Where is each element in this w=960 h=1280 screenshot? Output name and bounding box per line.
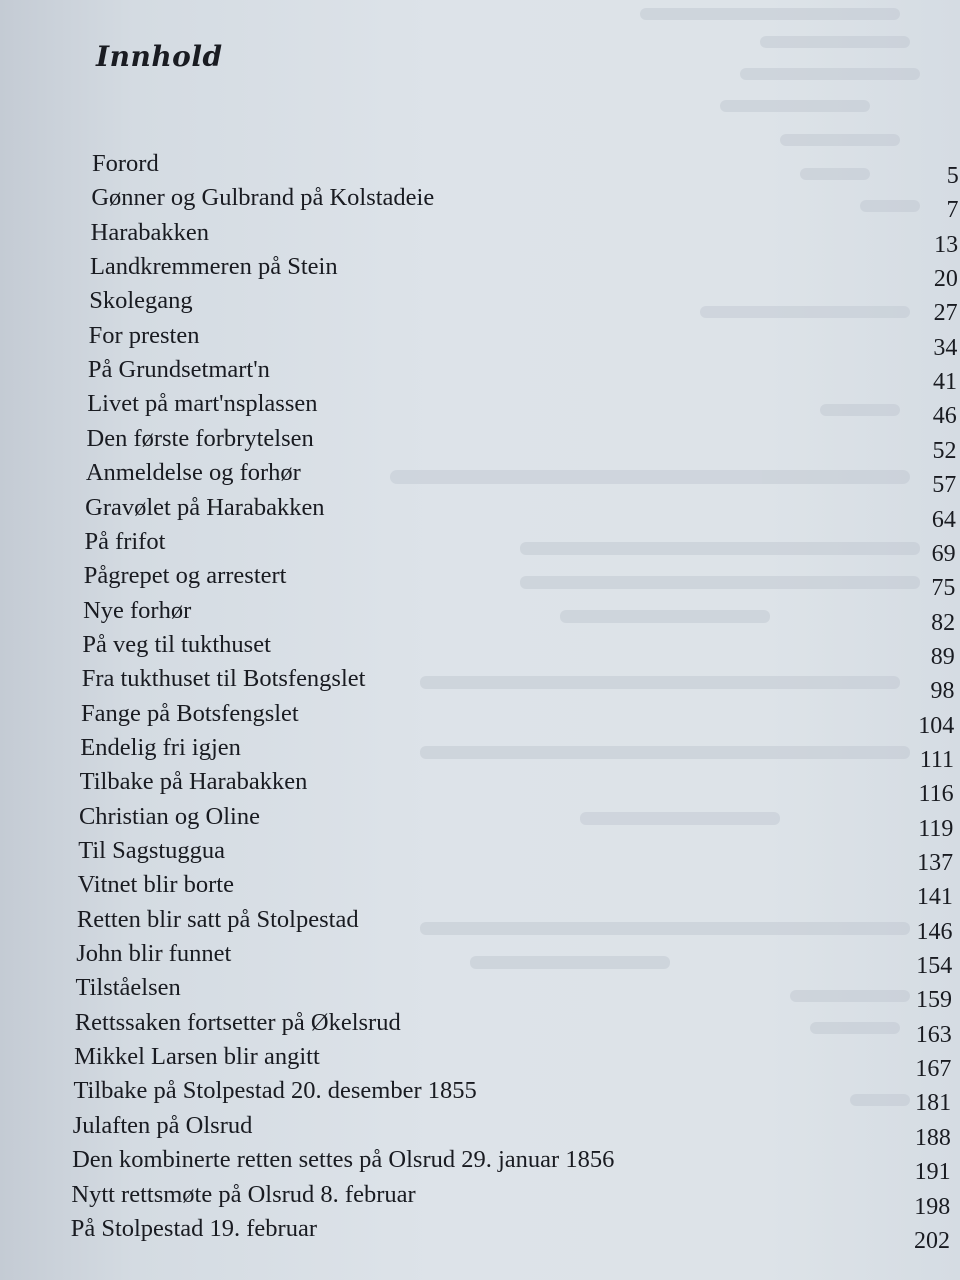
toc-entry-page-number: 116 [918,781,954,808]
toc-entry-title: Fra tukthuset til Botsfengslet [81,665,366,693]
toc-entry-title: Forord [92,150,159,177]
toc-entry-page-number: 188 [914,1124,951,1151]
toc-entry-title: Endelig fri igjen [80,733,241,761]
toc-entry-title: Mikkel Larsen blir angitt [74,1043,320,1071]
toc-entry-page-number: 13 [934,231,959,258]
toc-entry-title: På Stolpestad 19. februar [70,1214,317,1242]
toc-entry-page-number: 98 [930,678,955,705]
toc-entry-page-number: 159 [915,987,952,1014]
toc-entry-page-number: 181 [915,1090,952,1117]
toc-entry-title: Gravølet på Harabakken [85,493,325,521]
toc-entry-title: Nye forhør [83,596,192,624]
toc-entry-page-number: 41 [933,369,958,396]
toc-entry-page-number: 141 [916,884,953,911]
toc-entry-title: Tilbake på Harabakken [79,768,308,796]
toc-entry-page-number: 46 [932,403,957,430]
toc-entry-title: Gønner og Gulbrand på Kolstadeie [91,184,435,212]
toc-entry-page-number: 198 [914,1193,951,1220]
toc-entry-page-number: 104 [918,712,955,739]
toc-entry-page-number: 82 [931,609,956,636]
toc-entry-title: John blir funnet [76,940,232,968]
toc-entry-page-number: 154 [916,953,953,980]
toc-entry-page-number: 75 [931,575,956,602]
toc-entry-title: Tilbake på Stolpestad 20. desember 1855 [73,1077,477,1105]
toc-entry-page-number: 89 [930,643,955,670]
toc-entry-page-number: 57 [932,472,957,499]
toc-entry-page-number: 5 [946,163,959,189]
toc-entry-page-number: 52 [932,437,957,464]
toc-entry-title: Tilståelsen [75,974,181,1002]
toc-entry-title: Til Sagstuggua [78,837,226,864]
toc-entry-title: Julaften på Olsrud [72,1111,253,1139]
toc-entry-page-number: 202 [914,1227,950,1254]
toc-entry-page-number: 64 [931,506,956,533]
toc-entry-page-number: 146 [916,918,953,945]
toc-entry-title: Fange på Botsfengslet [81,699,299,727]
toc-entry-title: Pågrepet og arrestert [83,562,287,590]
toc-entry-title: Livet på mart'nsplassen [87,390,318,418]
toc-entry-page-number: 20 [933,266,958,293]
toc-entry-title: Harabakken [90,218,209,246]
toc-entry-title: På Grundsetmart'n [87,356,270,384]
toc-entry-page-number: 7 [946,197,959,224]
toc-entry-title: Vitnet blir borte [77,871,234,899]
toc-entry-page-number: 119 [918,815,954,842]
toc-entry-page-number: 163 [915,1021,952,1048]
toc-entry-page-number: 111 [919,746,954,773]
toc-entry-title: Retten blir satt på Stolpestad [76,905,359,933]
toc-entry-title: Landkremmeren på Stein [89,253,338,281]
toc-entry-page-number: 167 [915,1056,952,1083]
toc-entry-page-number: 69 [931,540,956,567]
toc-entry-title: Skolegang [89,287,193,315]
toc-entry-title: Nytt rettsmøte på Olsrud 8. februar [71,1180,416,1208]
toc-entry-page-number: 137 [917,850,954,876]
toc-entry-page-number: 34 [933,334,958,361]
toc-entry-title: På frifot [84,527,166,555]
toc-entry-title: Den første forbrytelsen [86,424,314,452]
toc-entry-page-number: 191 [914,1159,951,1186]
toc-entry-page-number: 27 [933,300,958,327]
toc-entry-title: Anmeldelse og forhør [85,459,301,487]
toc-entry-title: Den kombinerte retten settes på Olsrud 29. januar 1856 [72,1146,615,1174]
toc-entry-title: Christian og Oline [78,802,260,830]
toc-entry-title: For presten [88,321,200,349]
toc-entry-title: Rettssaken fortsetter på Økelsrud [74,1008,401,1036]
toc-entry-title: På veg til tukthuset [82,630,271,658]
page-title: Innhold [96,40,223,73]
